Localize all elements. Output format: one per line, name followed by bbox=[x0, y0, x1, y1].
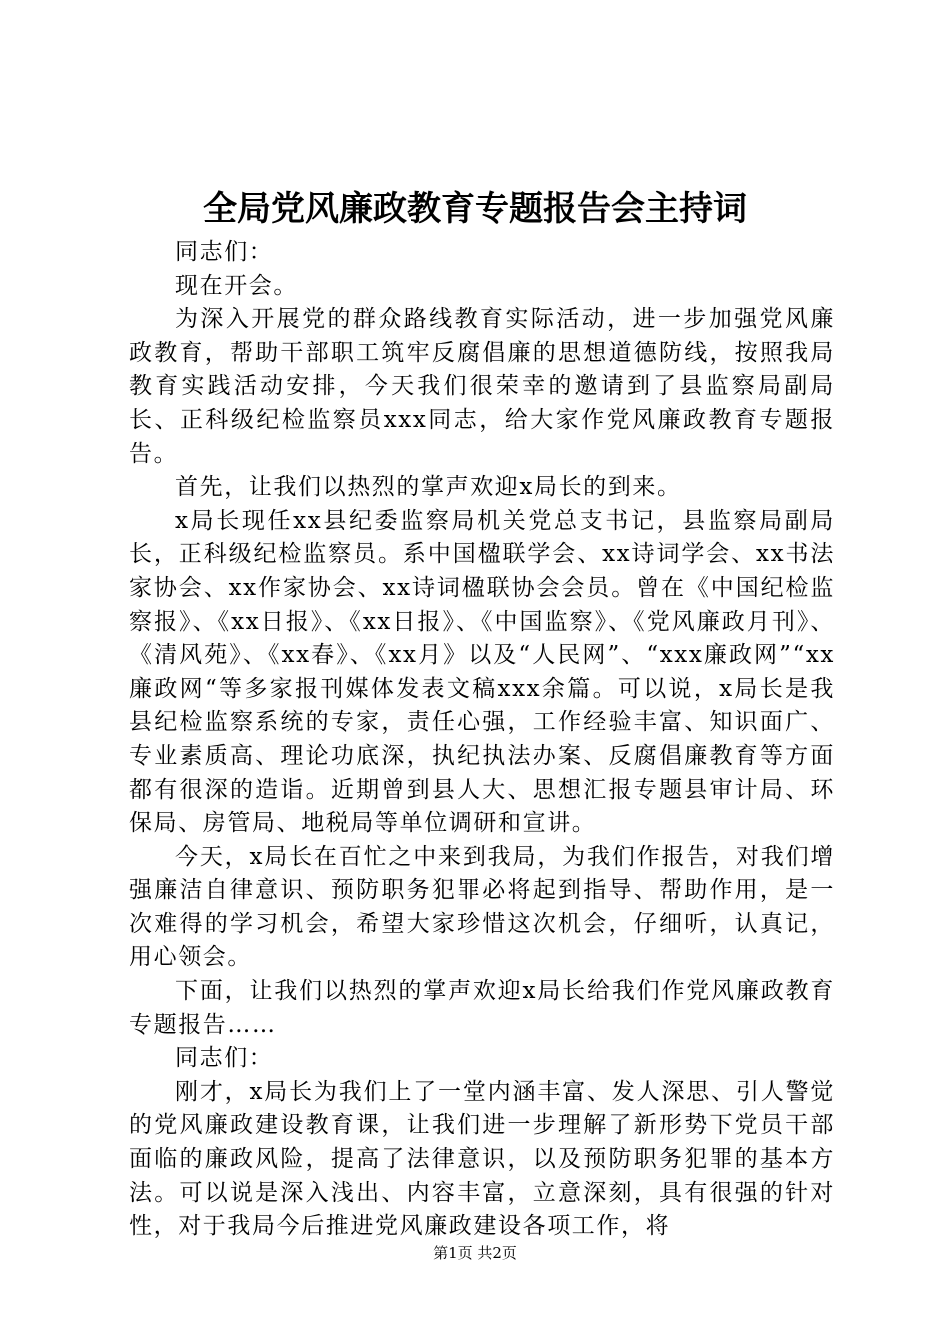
paragraph-summary: 刚才，x局长为我们上了一堂内涵丰富、发人深思、引人警觉的党风廉政建设教育课，让我们进一步理解了新形势下党员干部面临的廉政风险，提高了法律意识，以及预防职务犯罪的基本方法。可以说是深入浅出、内容丰富，立意深刻，具有很强的针对性，对于我局今后推进党风廉政建设各项工作，将 bbox=[129, 1078, 835, 1240]
paragraph-significance: 今天，x局长在百忙之中来到我局，为我们作报告，对我们增强廉洁自律意识、预防职务犯罪必将起到指导、帮助作用，是一次难得的学习机会，希望大家珍惜这次机会，仔细听，认真记，用心领会。 bbox=[129, 843, 835, 971]
paragraph-opening: 现在开会。 bbox=[175, 272, 298, 299]
paragraph-greeting-second: 同志们： bbox=[175, 1045, 274, 1072]
document-body bbox=[129, 236, 835, 1244]
page-number-footer: 第1页 共2页 bbox=[433, 1244, 517, 1262]
paragraph-invite-report: 下面，让我们以热烈的掌声欢迎x局长给我们作党风廉政教育专题报告…… bbox=[129, 978, 835, 1038]
paragraph-welcome: 首先，让我们以热烈的掌声欢迎x局长的到来。 bbox=[175, 474, 682, 501]
paragraph-greeting: 同志们： bbox=[175, 239, 274, 265]
paragraph-purpose: 为深入开展党的群众路线教育实际活动，进一步加强党风廉政教育，帮助干部职工筑牢反腐倡廉的思想道德防线，按照我局教育实践活动安排，今天我们很荣幸的邀请到了县监察局副局长、正科级纪检监察员xxx同志，给大家作党风廉政教育专题报告。 bbox=[129, 306, 835, 467]
paragraph-speaker-intro: x局长现任xx县纪委监察局机关党总支书记，县监察局副局长，正科级纪检监察员。系中国楹联学会、xx诗词学会、xx书法家协会、xx作家协会、xx诗词楹联协会会员。曾在《中国纪检监察报》、《xx日报》、《xx日报》、《中国监察》、《党风廉政月刊》、《清风苑》、《xx春》、《xx月》以及“人民网”、“xxx廉政网”“xx廉政网“等多家报刊媒体发表文稿xxx余篇。可以说，x局长是我县纪检监察系统的专家，责任心强，工作经验丰富、知识面广、专业素质高、理论功底深，执纪执法办案、反腐倡廉教育等方面都有很深的造诣。近期曾到县人大、思想汇报专题县审计局、环保局、房管局、地税局等单位调研和宣讲。 bbox=[129, 507, 835, 837]
document-title: 全局党风廉政教育专题报告会主持词 bbox=[203, 189, 747, 229]
